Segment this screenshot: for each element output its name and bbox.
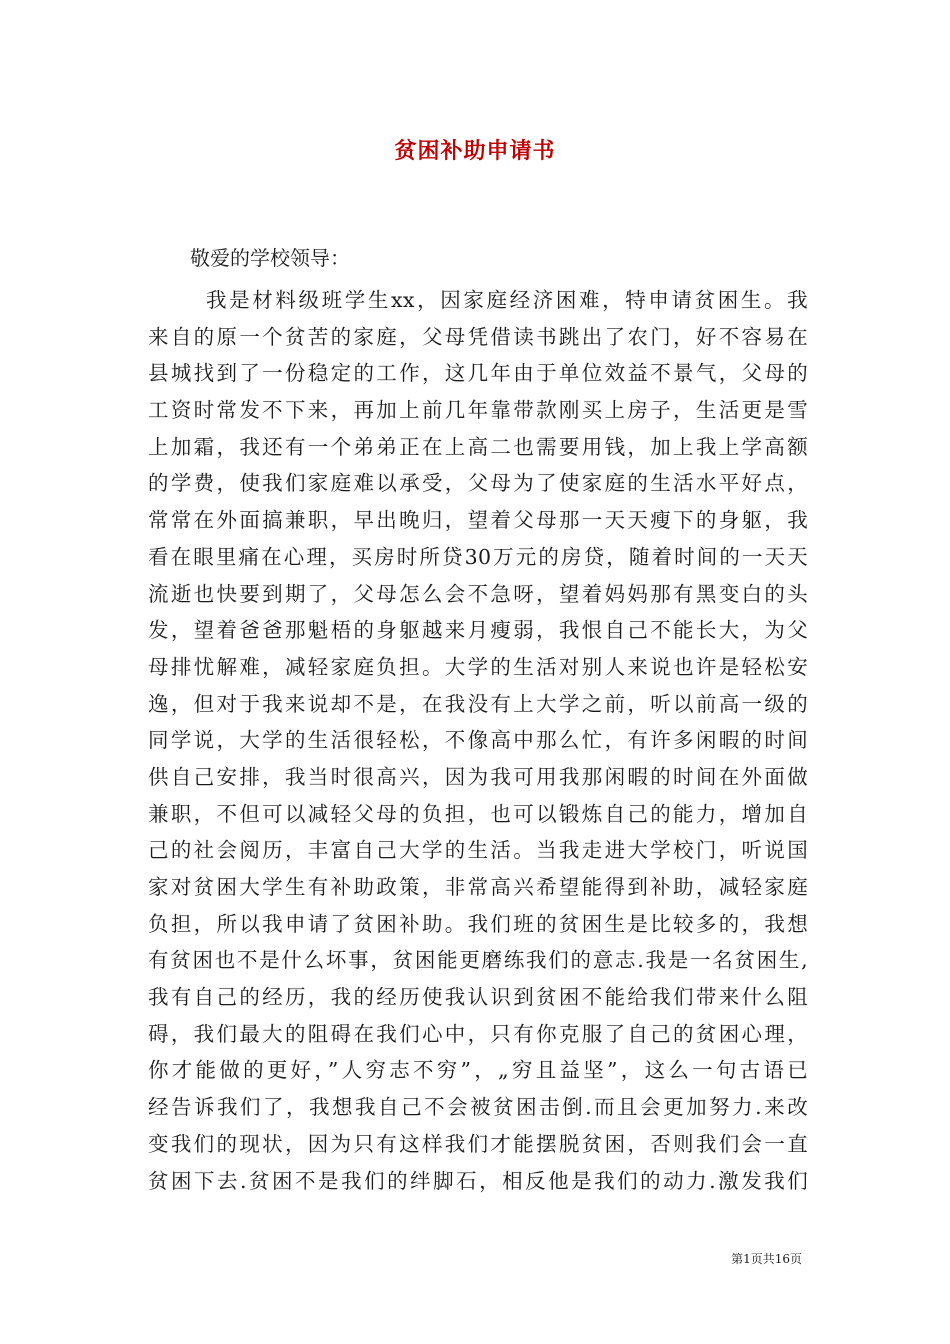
body-line: 供自己安排，我当时很高兴，因为我可用我那闲暇的时间在外面做	[148, 764, 808, 789]
body-line: 逸，但对于我来说却不是，在我没有上大学之前，听以前高一级的	[148, 691, 808, 716]
body-line: 变我们的现状，因为只有这样我们才能摆脱贫困，否则我们会一直	[148, 1131, 808, 1156]
body-line: 看在眼里痛在心理，买房时所贷30万元的房贷，随着时间的一天天	[148, 544, 808, 569]
salutation: 敬爱的学校领导：	[190, 246, 350, 270]
document-title: 贫困补助申请书	[394, 138, 556, 164]
body-line: 的学费，使我们家庭难以承受，父母为了使家庭的生活水平好点，	[148, 471, 808, 496]
body-line: 负担，所以我申请了贫困补助。我们班的贫困生是比较多的，我想	[148, 911, 808, 936]
body-line: 上加霜，我还有一个弟弟正在上高二也需要用钱，加上我上学高额	[148, 434, 808, 459]
body-line: 碍，我们最大的阻碍在我们心中，只有你克服了自己的贫困心理，	[148, 1021, 808, 1046]
body-line: 有贫困也不是什么坏事，贫困能更磨练我们的意志.我是一名贫困生,	[148, 948, 808, 973]
body-line: 常常在外面搞兼职，早出晚归，望着父母那一天天瘦下的身躯，我	[148, 508, 808, 533]
body-line: 发，望着爸爸那魁梧的身躯越来月瘦弱，我恨自己不能长大，为父	[148, 618, 808, 643]
body-line: 母排忧解难，减轻家庭负担。大学的生活对别人来说也许是轻松安	[148, 654, 808, 679]
body-line: 县城找到了一份稳定的工作，这几年由于单位效益不景气，父母的	[148, 361, 808, 386]
body-line: 贫困下去.贫困不是我们的绊脚石，相反他是我们的动力.激发我们	[148, 1168, 808, 1193]
body-line: 你才能做的更好，”人穷志不穷”，„穷且益坚”，这么一句古语已	[148, 1058, 808, 1083]
page-number: 第1页共16页	[731, 1252, 802, 1266]
body-line: 同学说，大学的生活很轻松，不像高中那么忙，有许多闲暇的时间	[148, 728, 808, 753]
body-line: 我有自己的经历，我的经历使我认识到贫困不能给我们带来什么阻	[148, 985, 808, 1010]
body-line: 来自的原一个贫苦的家庭，父母凭借读书跳出了农门，好不容易在	[148, 324, 808, 349]
body-line: 兼职，不但可以减轻父母的负担，也可以锻炼自己的能力，增加自	[148, 801, 808, 826]
body-line: 流逝也快要到期了，父母怎么会不急呀，望着妈妈那有黑变白的头	[148, 581, 808, 606]
body-line: 家对贫困大学生有补助政策，非常高兴希望能得到补助，减轻家庭	[148, 875, 808, 899]
body-paragraph	[148, 282, 808, 1199]
body-line: 我是材料级班学生xx，因家庭经济困难，特申请贫困生。我	[206, 288, 808, 312]
body-line: 工资时常发不下来，再加上前几年靠带款刚买上房子，生活更是雪	[148, 398, 808, 423]
body-line: 己的社会阅历，丰富自己大学的生活。当我走进大学校门，听说国	[148, 838, 808, 863]
body-line: 经告诉我们了，我想我自己不会被贫困击倒.而且会更加努力.来改	[148, 1095, 808, 1120]
